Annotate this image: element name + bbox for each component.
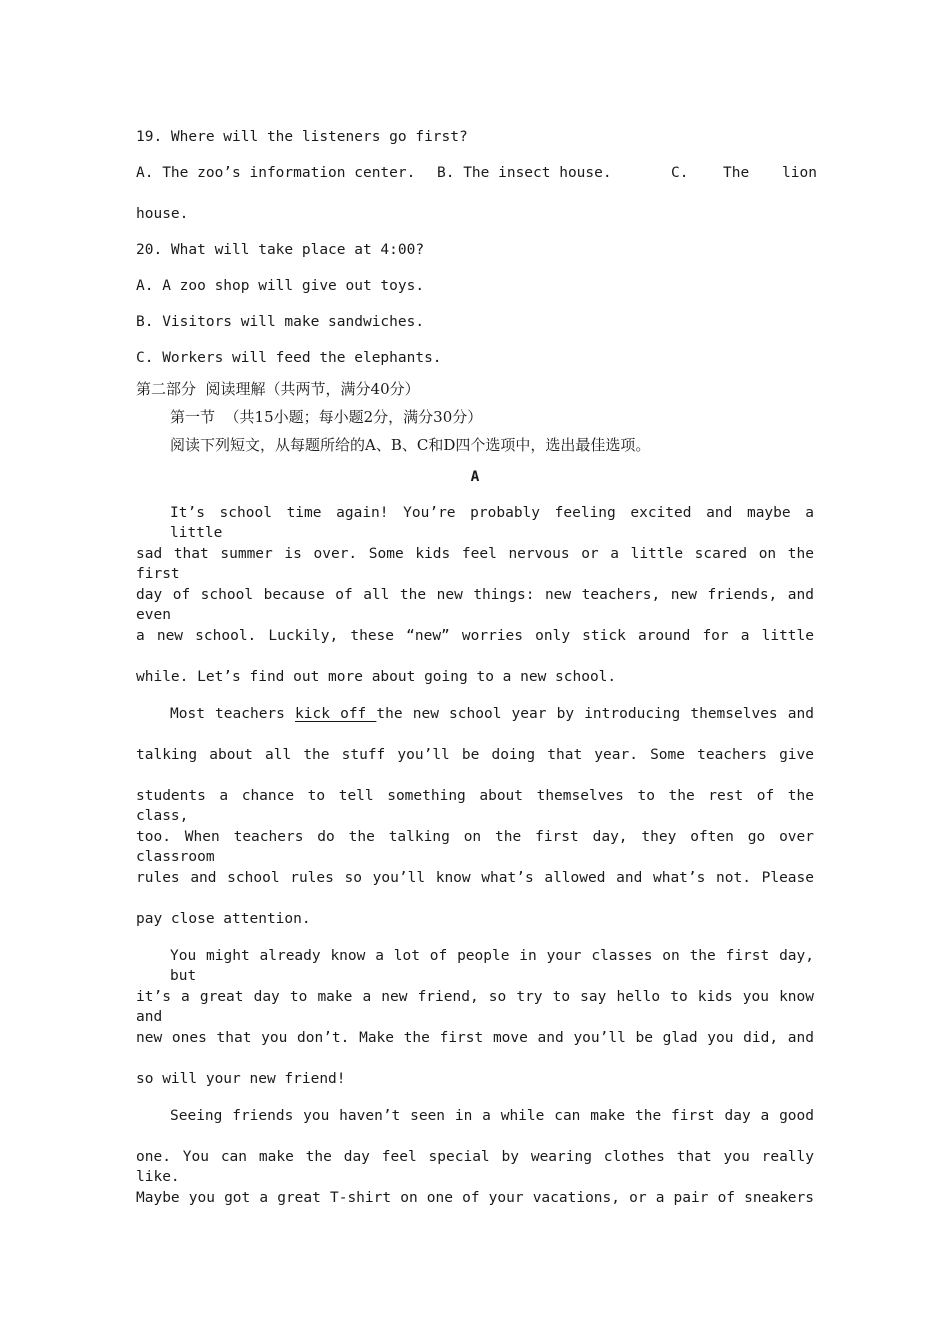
p2-line-3: students a chance to tell something about themselves to the rest of the class, (136, 788, 814, 824)
q20-option-c: C. Workers will feed the elephants. (136, 350, 442, 366)
question-19: 19. Where will the listeners go first? (136, 129, 468, 145)
part2-heading: 第二部分 阅读理解（共两节，满分40分） (136, 380, 420, 398)
p4-line-1: Seeing friends you haven’t seen in a while can make the first day a good (170, 1108, 814, 1124)
part2-section1: 第一节 （共15小题；每小题2分，满分30分） (170, 408, 483, 426)
q19-option-c-word2: lion (782, 165, 817, 181)
underlined-phrase-kick-off: kick off (295, 706, 377, 722)
question-20: 20. What will take place at 4:00? (136, 242, 425, 258)
q19-option-c-label: C. (671, 165, 689, 181)
part2-instructions: 阅读下列短文，从每题所给的A、B、C和D四个选项中，选出最佳选项。 (170, 436, 651, 454)
q19-option-b: B. The insect house. (437, 165, 612, 181)
p4-line-2: one. You can make the day feel special by wearing clothes that you really like. (136, 1149, 814, 1185)
p3-line-3: new ones that you don’t. Make the first move and you’ll be glad you did, and (136, 1030, 814, 1046)
p2-line-6: pay close attention. (136, 911, 311, 927)
q19-option-c-continuation: house. (136, 206, 189, 222)
q20-option-a: A. A zoo shop will give out toys. (136, 278, 425, 294)
p2-line-1-post: the new school year by introducing themselves and (376, 706, 814, 722)
q19-option-c-word1: The (723, 165, 750, 181)
p4-line-3: Maybe you got a great T-shirt on one of your vacations, or a pair of sneakers (136, 1190, 814, 1206)
p3-line-4: so will your new friend! (136, 1071, 346, 1087)
passage-label: A (470, 469, 480, 485)
p1-line-5: while. Let’s find out more about going to a new school. (136, 669, 617, 685)
p2-line-1-pre: Most teachers (170, 706, 296, 722)
q19-option-a: A. The zoo’s information center. (136, 165, 416, 181)
p1-line-4: a new school. Luckily, these “new” worries only stick around for a little (136, 628, 814, 644)
p2-line-5: rules and school rules so you’ll know what’s allowed and what’s not. Please (136, 870, 814, 886)
q20-option-b: B. Visitors will make sandwiches. (136, 314, 425, 330)
p3-line-2: it’s a great day to make a new friend, so try to say hello to kids you know and (136, 989, 814, 1025)
p2-line-4: too. When teachers do the talking on the first day, they often go over classroom (136, 829, 814, 865)
p1-line-1: It’s school time again! You’re probably feeling excited and maybe a little (170, 505, 814, 541)
p2-line-2: talking about all the stuff you’ll be doing that year. Some teachers give (136, 747, 814, 763)
p1-line-3: day of school because of all the new things: new teachers, new friends, and even (136, 587, 814, 623)
p2-line-1 (170, 704, 814, 724)
p1-line-2: sad that summer is over. Some kids feel nervous or a little scared on the first (136, 546, 814, 582)
question-19-options (136, 163, 817, 183)
p3-line-1: You might already know a lot of people in your classes on the first day, but (170, 948, 814, 984)
